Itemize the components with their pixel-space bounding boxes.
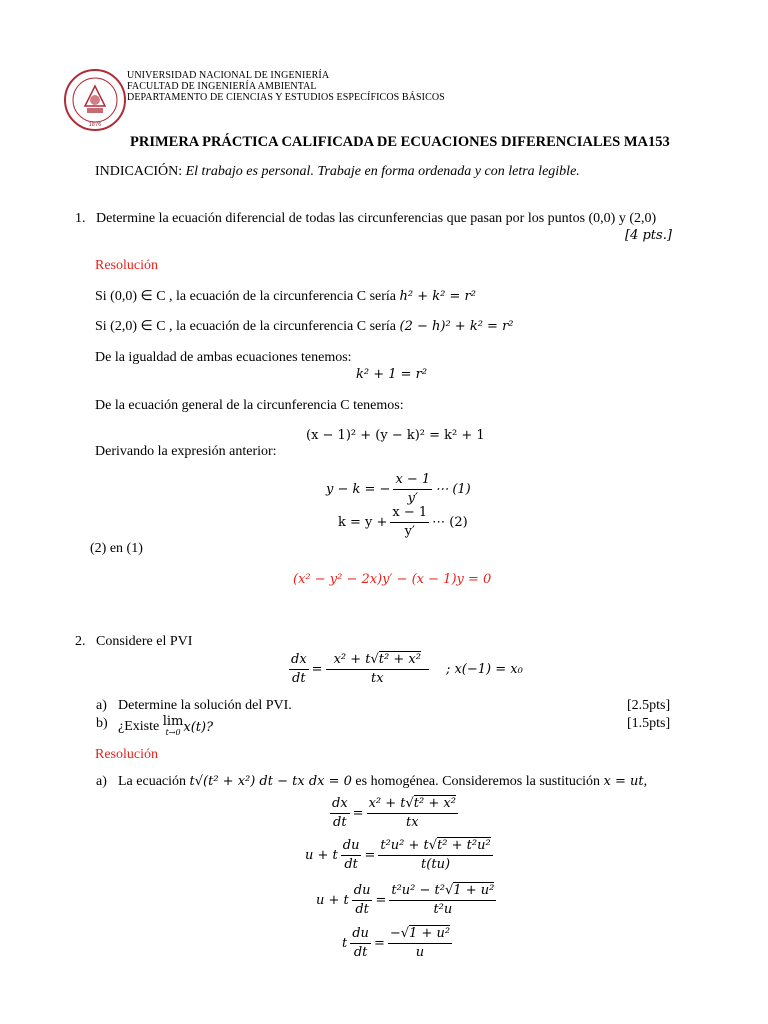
- q2-step4-rhs-num-sqrt: 1 + u²: [409, 926, 451, 941]
- q2-step3-rhs-num-sqrt: 1 + u²: [453, 883, 495, 898]
- q2-item-b-points: [1.5pts]: [627, 716, 671, 731]
- q2-res-a-sub: x = ut: [603, 774, 644, 789]
- q2-step3-lhs-num: du: [352, 883, 373, 901]
- q1-line-a: [95, 288, 476, 305]
- q2-pvi: $\frac{dx}{dt}$ = $\frac{\text{x² + t√t² + x²}}{tx}$ ; x(−1) = x₀: [291, 652, 523, 686]
- indication: [95, 164, 580, 180]
- q2-step2-lhs-num: du: [341, 838, 362, 856]
- q2-step1-rhs-num-a: x² + t: [368, 796, 406, 811]
- exam-title: PRIMERA PRÁCTICA CALIFICADA DE ECUACIONES DIFERENCIALES MA153: [130, 134, 670, 150]
- q2-step3-lhs: [352, 883, 373, 918]
- q2-step4-lhs-den: dt: [353, 945, 368, 960]
- q2-step4-rhs-den: u: [415, 945, 425, 960]
- q2-res-a-label: a): [96, 774, 107, 789]
- q2-pvi-initial-condition: ; x(−1) = x₀: [445, 662, 523, 677]
- q2-item-a-label: a): [96, 698, 107, 713]
- header-faculty: FACULTAD DE INGENIERÍA AMBIENTAL: [127, 81, 317, 92]
- q2-number: 2.: [75, 634, 86, 649]
- q2-step1-lhs: [330, 796, 350, 831]
- q2-step1: $\frac{dx}{dt}$ = $\frac{\text{x² + t√t² + x²}}{tx}$: [332, 796, 456, 830]
- q2-resolution-label: Resolución: [95, 747, 158, 762]
- q2-step2-lhs: [341, 838, 362, 873]
- q1-line-a-text: Si (0,0) ∈ C , la ecuación de la circunferencia C sería: [95, 289, 397, 304]
- q1-eq1-left: y − k = −: [326, 482, 391, 497]
- q2-step2-rhs-num-a: t²u² + t: [380, 838, 429, 853]
- q1-eq2-fraction: [390, 505, 429, 540]
- q2-item-b-post: x(t)?: [183, 719, 214, 735]
- q2-step3-rhs-den: t²u: [433, 902, 453, 917]
- q2-step2-rhs-num-sqrt: t² + t²u²: [437, 838, 491, 853]
- q2-step3-lhs-den: dt: [355, 902, 369, 917]
- q2-pvi-rhs-num-a: x² + t: [333, 652, 371, 667]
- q2-item-b-sub: t→0: [165, 728, 181, 737]
- q2-step3: u + t $\frac{du}{dt}$ = $\frac{\text{t²u² − t²√1 + u²}}{\text{t²u}}$: [316, 883, 495, 917]
- q2-step4-lhs: [350, 926, 371, 961]
- q2-pvi-lhs-den: dt: [292, 671, 306, 686]
- svg-text:1876: 1876: [88, 122, 102, 128]
- q1-eq1-num: x − 1: [393, 472, 432, 490]
- q2-step2-lhs-a: u + t: [305, 848, 338, 863]
- q1-eq2-left: k = y +: [338, 515, 388, 530]
- q1-eq2-num: x − 1: [390, 505, 429, 523]
- q2-step4-rhs: $\frac{\text{−√1 + u²}}{u}$: [389, 926, 451, 960]
- q2-pvi-rhs: $\frac{\text{x² + t√t² + x²}}{tx}$: [326, 652, 429, 687]
- q2-step1-rhs: $\frac{\text{x² + t√t² + x²}}{tx}$: [368, 796, 456, 830]
- q1-eq-c: k² + 1 = r²: [356, 367, 428, 382]
- q1-eq1-fraction: [393, 472, 432, 507]
- q2-item-a-points: [2.5pts]: [627, 698, 671, 713]
- q1-line-b-text: Si (2,0) ∈ C , la ecuación de la circunferencia C sería: [95, 319, 397, 334]
- q1-points: [4 pts.]: [625, 228, 672, 243]
- q2-res-a-pre: La ecuación: [118, 774, 187, 789]
- q2-pvi-lhs-num: dx: [289, 652, 309, 670]
- q2-item-b-text: [118, 716, 213, 738]
- q1-eq2-den: y′: [404, 524, 415, 539]
- header-department: DEPARTAMENTO DE CIENCIAS Y ESTUDIOS ESPECÍFICOS BÁSICOS: [127, 92, 445, 103]
- q2-step3-lhs-a: u + t: [316, 893, 349, 908]
- q2-item-b-lim: lim: [162, 714, 184, 729]
- indication-text: El trabajo es personal. Trabaje en forma ordenada y con letra legible.: [185, 164, 580, 179]
- q2-res-a-line: La ecuación t√(t² + x²) dt − tx dx = 0 es homogénea. Consideremos la sustitución x = ut,: [118, 774, 648, 789]
- q2-step3-rhs: $\frac{\text{t²u² − t²√1 + u²}}{\text{t²u}}$: [391, 883, 495, 917]
- q1-line-b-eq: (2 − h)² + k² = r²: [399, 319, 514, 334]
- q2-step1-lhs-num: dx: [330, 796, 350, 814]
- q2-item-b-label: b): [96, 716, 108, 731]
- q1-line-b: [95, 318, 514, 335]
- q1-eq2: [338, 505, 468, 540]
- indication-label: INDICACIÓN:: [95, 164, 183, 179]
- q1-line-c: De la igualdad de ambas ecuaciones tenemos:: [95, 350, 352, 365]
- q1-statement: Determine la ecuación diferencial de todas las circunferencias que pasan por los puntos (0,0) y (2,0): [96, 211, 657, 226]
- q2-step2: u + t $\frac{du}{dt}$ = $\frac{\text{t²u² + t√t² + t²u²}}{t(tu)}$: [305, 838, 491, 872]
- q2-step1-rhs-num-sqrt: t² + x²: [413, 796, 456, 811]
- q2-pvi-rhs-den: tx: [370, 671, 384, 686]
- q2-res-a-mid: es homogénea. Consideremos la sustitución: [355, 774, 600, 789]
- q2-step2-lhs-den: dt: [344, 857, 358, 872]
- q2-statement: Considere el PVI: [96, 634, 193, 649]
- q1-eq1-den: y′: [407, 491, 418, 506]
- q1-line-e: Derivando la expresión anterior:: [95, 444, 277, 459]
- university-seal-logo: [63, 68, 127, 132]
- q2-step4: t $\frac{du}{dt}$ = $\frac{\text{−√1 + u²}}{u}$: [342, 926, 451, 960]
- q2-step1-rhs-den: tx: [405, 815, 419, 830]
- q1-final-equation: (x² − y² − 2x)y′ − (x − 1)y = 0: [293, 572, 492, 587]
- header-university: UNIVERSIDAD NACIONAL DE INGENIERÍA: [127, 70, 330, 81]
- q2-step3-rhs-num-a: t²u² − t²: [391, 883, 445, 898]
- q1-eq1: [326, 472, 471, 507]
- q2-res-a-eq: t√(t² + x²) dt − tx dx = 0: [189, 774, 352, 789]
- q2-pvi-lhs: [289, 652, 309, 687]
- q2-item-b-limit: [163, 716, 184, 738]
- q2-step4-lhs-num: du: [350, 926, 371, 944]
- q1-line-d: De la ecuación general de la circunferencia C tenemos:: [95, 398, 404, 413]
- q2-step4-lhs-a: t: [342, 936, 348, 951]
- q2-pvi-rhs-num-sqrt: t² + x²: [378, 652, 421, 667]
- q2-step2-rhs: $\frac{\text{t²u² + t√t² + t²u²}}{t(tu)}$: [380, 838, 491, 872]
- q1-line-f: (2) en (1): [90, 541, 143, 556]
- q2-step2-rhs-den: t(tu): [421, 857, 451, 872]
- q2-item-a-text: Determine la solución del PVI.: [118, 698, 292, 713]
- q1-eq2-tag: ⋯ (2): [432, 515, 468, 530]
- q1-eq1-tag: ⋯ (1): [435, 482, 471, 497]
- q1-resolution-label: Resolución: [95, 258, 158, 273]
- q2-item-b-pre: ¿Existe: [118, 719, 160, 734]
- q2-step4-rhs-num-a: −: [389, 926, 401, 941]
- q1-number: 1.: [75, 211, 86, 226]
- q1-eq-d: (x − 1)² + (y − k)² = k² + 1: [306, 428, 485, 443]
- q1-line-a-eq: h² + k² = r²: [399, 289, 476, 304]
- q2-step1-lhs-den: dt: [333, 815, 347, 830]
